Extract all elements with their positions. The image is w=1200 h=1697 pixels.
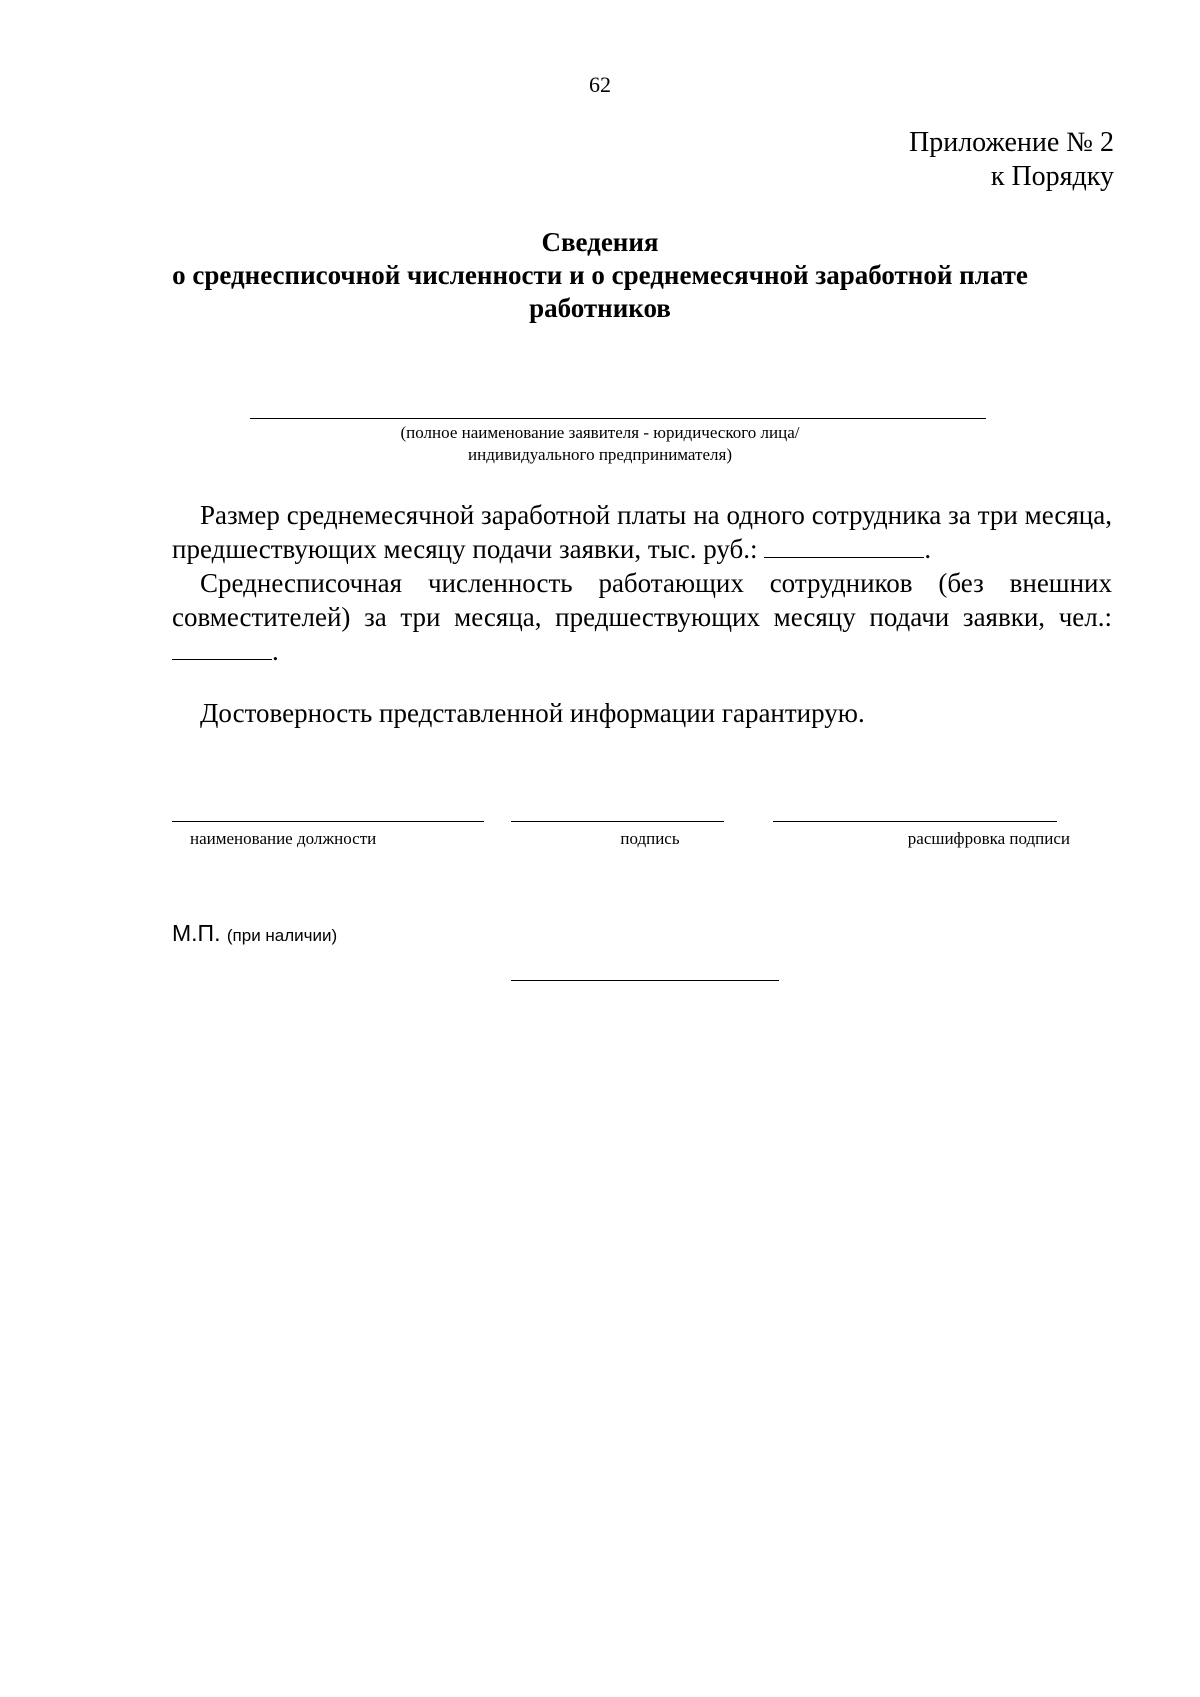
applicant-caption-line-2: индивидуального предпринимателя) (468, 445, 732, 464)
document-title (120, 226, 1080, 325)
headcount-period: . (272, 636, 279, 666)
title-line-1: Сведения (541, 227, 659, 257)
decoding-line[interactable] (773, 821, 1057, 822)
salary-period: . (924, 534, 932, 564)
title-line-2: о среднесписочной численности и о среднемесячной заработной плате (172, 260, 1028, 290)
headcount-text: Среднесписочная численность работающих сотрудников (без внешних совместителей) за три месяца, предшествующих месяцу подачи заявки, чел.: (172, 568, 1112, 632)
position-line[interactable] (172, 821, 484, 822)
stamp-label: М.П. (172, 920, 221, 946)
appendix-reference (909, 126, 1114, 194)
stamp-place (172, 920, 337, 947)
headcount-blank-field[interactable] (172, 635, 272, 660)
applicant-name-line[interactable] (250, 418, 986, 419)
guarantee-statement: Достоверность представленной информации гарантирую. (200, 698, 865, 728)
stamp-note: (при наличии) (226, 926, 338, 945)
appendix-order: к Порядку (990, 161, 1114, 192)
decoding-label: расшифровка подписи (907, 829, 1070, 848)
position-label: наименование должности (190, 829, 377, 848)
salary-text: Размер среднемесячной заработной платы на одного сотрудника за три месяца, предшествующих месяцу подачи заявки, тыс. руб.: (172, 500, 1112, 564)
applicant-caption (300, 422, 900, 466)
signature-label: подпись (620, 829, 680, 848)
headcount-paragraph (172, 566, 1112, 668)
salary-blank-field[interactable] (764, 533, 924, 558)
appendix-number: Приложение № 2 (909, 127, 1114, 158)
applicant-caption-line-1: (полное наименование заявителя - юридического лица/ (400, 423, 800, 442)
bottom-line (511, 980, 779, 981)
salary-paragraph (172, 498, 1112, 566)
signature-line[interactable] (511, 821, 724, 822)
page-number: 62 (589, 72, 611, 97)
title-line-3: работников (529, 293, 671, 323)
